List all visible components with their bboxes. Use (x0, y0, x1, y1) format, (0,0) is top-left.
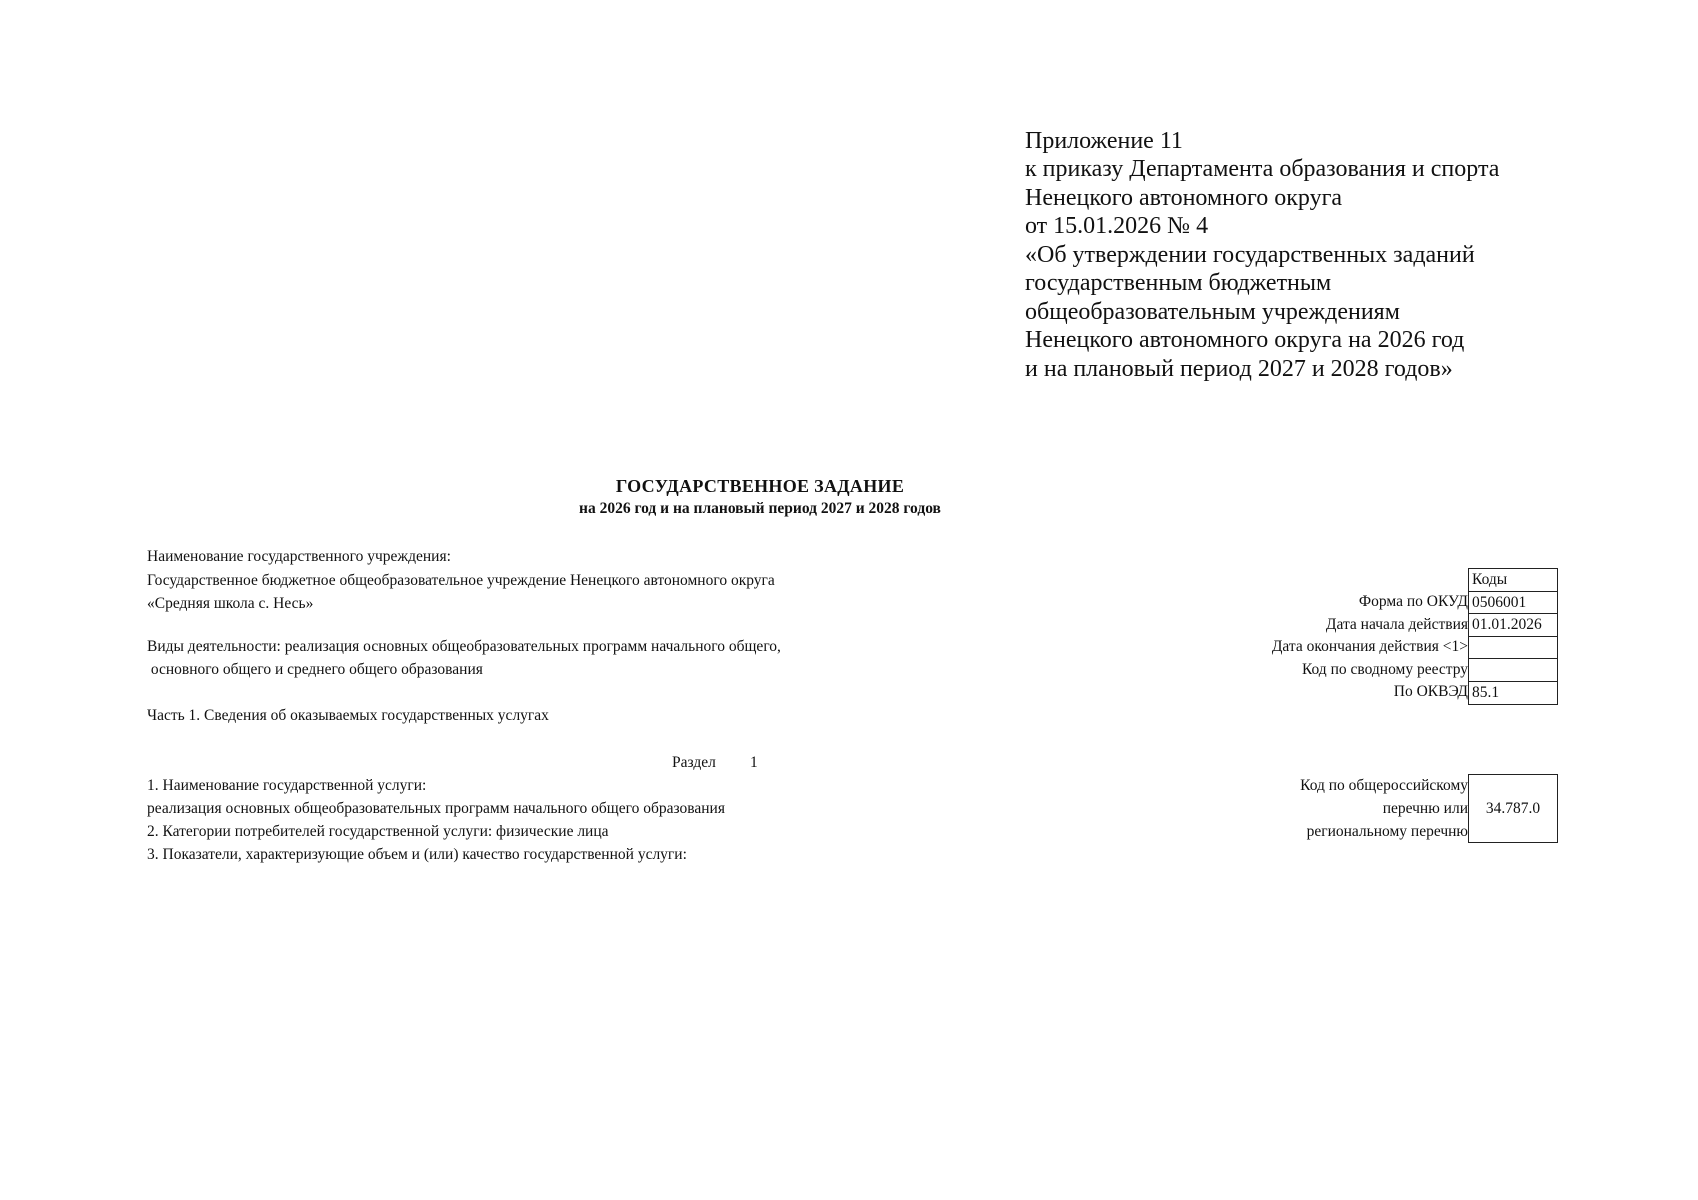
document-title: ГОСУДАРСТВЕННОЕ ЗАДАНИЕ (615, 476, 905, 496)
code-label-okved: По ОКВЭД (1393, 683, 1468, 700)
registry-code-value: 34.787.0 (1485, 799, 1541, 817)
appendix-line: и на плановый период 2027 и 2028 годов» (1025, 356, 1453, 382)
appendix-line: государственным бюджетным (1025, 270, 1332, 296)
appendix-line: «Об утверждении государственных заданий (1025, 242, 1475, 268)
part1-heading: Часть 1. Сведения об оказываемых государственных услугах (147, 707, 549, 724)
appendix-line: к приказу Департамента образования и спорта (1025, 156, 1500, 182)
registry-label-line1: Код по общероссийскому (1300, 777, 1468, 794)
appendix-line: от 15.01.2026 № 4 (1025, 213, 1209, 239)
code-label-start-date: Дата начала действия (1325, 616, 1468, 633)
code-label-end-date: Дата окончания действия <1> (1271, 638, 1468, 655)
section-number: 1 (750, 754, 758, 771)
activities-line-cont: основного общего и среднего общего образования (147, 661, 483, 678)
service-name-value: реализация основных общеобразовательных программ начального общего образования (147, 800, 725, 817)
document-subtitle: на 2026 год и на плановый период 2027 и 2028 годов (579, 500, 941, 517)
service-name-label: 1. Наименование государственной услуги: (147, 777, 427, 794)
appendix-line: Ненецкого автономного округа на 2026 год (1025, 327, 1465, 353)
registry-label-line3: региональному перечню (1306, 823, 1468, 840)
code-value-okved: 85.1 (1472, 683, 1500, 701)
section-label: Раздел (672, 754, 716, 771)
service-indicators: 3. Показатели, характеризующие объем и (или) качество государственной услуги: (147, 846, 687, 863)
codes-header: Коды (1469, 569, 1557, 592)
codes-table (1468, 568, 1558, 705)
code-label-okud: Форма по ОКУД (1358, 593, 1468, 610)
registry-code-box (1468, 774, 1558, 843)
institution-name-cont: «Средняя школа с. Несь» (147, 595, 314, 612)
code-label-registry: Код по сводному реестру (1301, 661, 1468, 678)
code-value-registry (1469, 659, 1557, 682)
appendix-line: Приложение 11 (1025, 128, 1183, 154)
code-value-okud: 0506001 (1469, 592, 1557, 615)
code-value-start-date: 01.01.2026 (1469, 614, 1557, 637)
institution-label: Наименование государственного учреждения: (147, 548, 451, 565)
appendix-line: Ненецкого автономного округа (1025, 185, 1343, 211)
registry-label-line2: перечню или (1382, 800, 1468, 817)
appendix-line: общеобразовательным учреждениям (1025, 299, 1400, 325)
service-consumers: 2. Категории потребителей государственной услуги: физические лица (147, 823, 609, 840)
code-value-end-date (1469, 637, 1557, 660)
activities-line: Виды деятельности: реализация основных общеобразовательных программ начального общего, (147, 638, 781, 655)
institution-name: Государственное бюджетное общеобразовательное учреждение Ненецкого автономного округа (147, 572, 775, 589)
